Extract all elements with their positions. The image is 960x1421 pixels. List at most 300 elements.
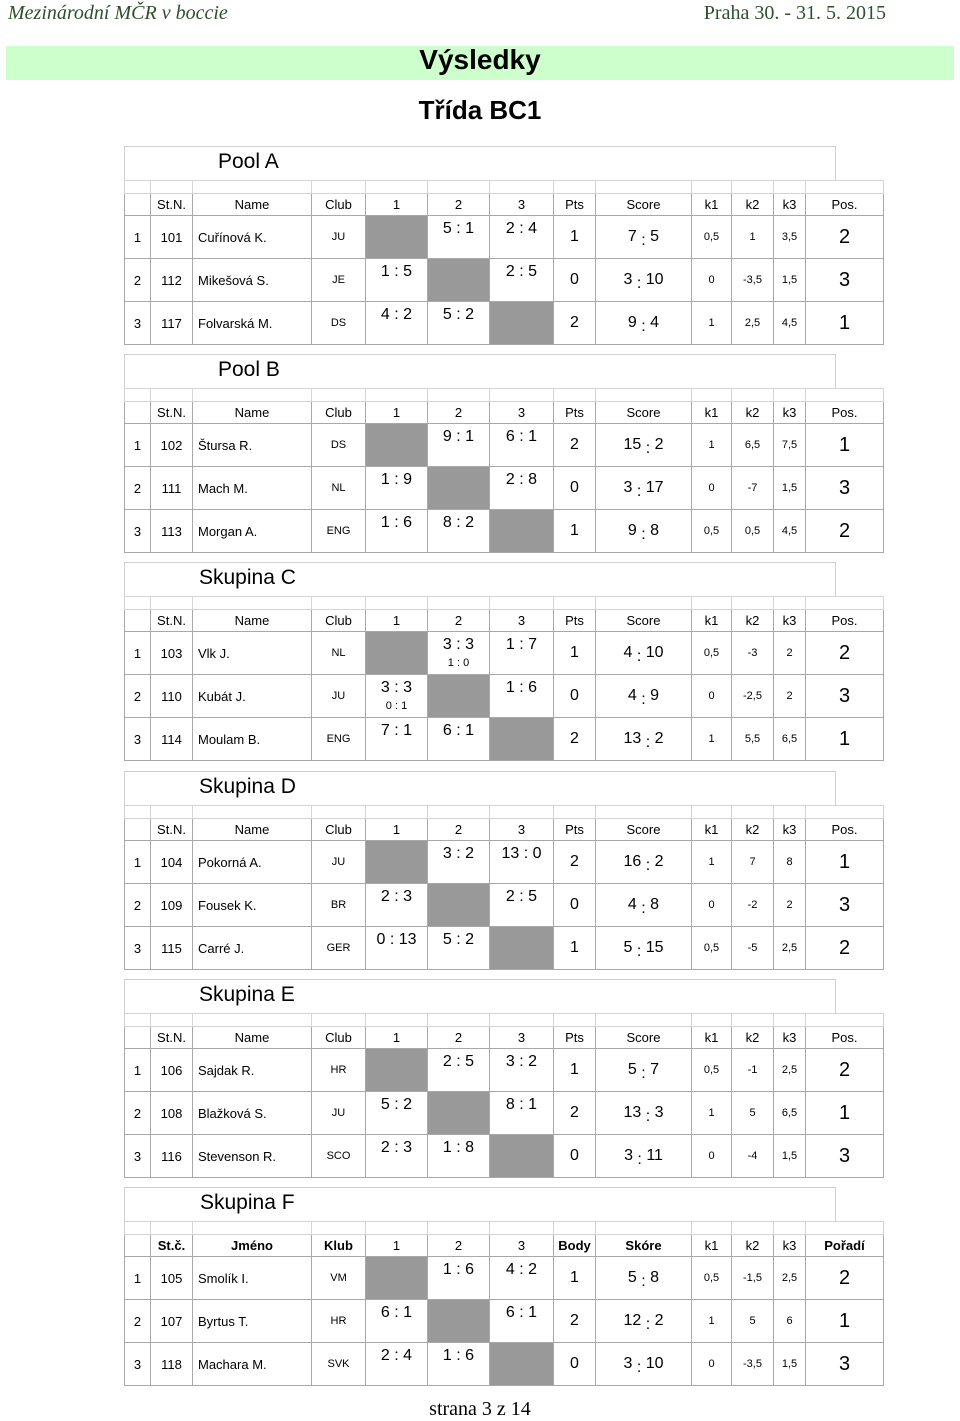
column-header: Name: [193, 402, 312, 424]
match-score-against: 3: [465, 636, 475, 653]
match-score-for: 2: [505, 888, 515, 905]
start-number: 115: [151, 927, 193, 970]
match-score-for: 2: [505, 263, 515, 280]
score-colon: :: [641, 1108, 655, 1125]
column-header: 3: [490, 1027, 554, 1049]
score-separator: :: [389, 514, 404, 531]
k2-value: -3,5: [732, 1343, 774, 1386]
column-header: Pts: [554, 819, 596, 841]
match-score: [490, 216, 554, 259]
score-separator: :: [451, 1053, 466, 1070]
column-header: k3: [774, 819, 806, 841]
total-score: [596, 424, 692, 467]
score-separator: :: [451, 428, 466, 445]
club-code: JU: [312, 841, 366, 884]
row-number: 1: [125, 424, 151, 467]
pool-title: Pool A: [218, 150, 279, 173]
start-number: 103: [151, 632, 193, 675]
points: 0: [554, 1343, 596, 1386]
match-score-for: 3: [442, 636, 452, 653]
pool-title: Skupina F: [200, 1191, 295, 1214]
start-number: 106: [151, 1049, 193, 1092]
self-match-cell: [428, 1092, 490, 1135]
score-separator: :: [514, 1096, 529, 1113]
start-number: 117: [151, 302, 193, 345]
column-header: 1: [366, 402, 428, 424]
club-code: HR: [312, 1300, 366, 1343]
player-name: Smolík I.: [193, 1257, 312, 1300]
score-separator: :: [514, 1304, 529, 1321]
match-score-against: 1: [403, 722, 413, 739]
match-score-against: 8: [465, 1139, 475, 1156]
match-score-against: 1: [528, 1096, 538, 1113]
player-name: Carré J.: [193, 927, 312, 970]
match-score-for: 7: [380, 722, 390, 739]
score-for: 9: [627, 314, 637, 331]
results-table: [124, 805, 884, 970]
column-header: Pts: [554, 610, 596, 632]
total-score: [596, 1343, 692, 1386]
row-number: 1: [125, 1257, 151, 1300]
k2-value: -2: [732, 884, 774, 927]
row-number: 3: [125, 927, 151, 970]
score-separator: :: [514, 888, 529, 905]
score-separator: :: [389, 1304, 404, 1321]
k1-value: 1: [692, 718, 732, 761]
tiebreak-separator: :: [391, 700, 402, 712]
match-score: [428, 302, 490, 345]
final-position: 1: [806, 841, 884, 884]
score-colon: :: [632, 943, 646, 960]
start-number: 102: [151, 424, 193, 467]
start-number: 118: [151, 1343, 193, 1386]
results-table: [124, 1013, 884, 1178]
score-against: 11: [646, 1147, 663, 1164]
score-separator: :: [389, 471, 404, 488]
column-header: k1: [692, 1235, 732, 1257]
column-header: k3: [774, 1027, 806, 1049]
k3-value: 2: [774, 884, 806, 927]
total-score: [596, 259, 692, 302]
row-number: 3: [125, 302, 151, 345]
results-table: [124, 1221, 884, 1386]
score-for: 3: [623, 479, 633, 496]
score-colon: :: [641, 1316, 655, 1333]
score-separator: :: [389, 1139, 404, 1156]
match-score-for: 4: [380, 306, 390, 323]
column-header: k1: [692, 194, 732, 216]
club-code: SVK: [312, 1343, 366, 1386]
club-code: DS: [312, 424, 366, 467]
total-score: [596, 216, 692, 259]
total-score: [596, 675, 692, 718]
player-name: Štursa R.: [193, 424, 312, 467]
column-header: Name: [193, 194, 312, 216]
k1-value: 0: [692, 884, 732, 927]
score-colon: :: [636, 318, 651, 335]
score-against: 7: [650, 1061, 660, 1078]
row-number: 2: [125, 467, 151, 510]
points: 0: [554, 675, 596, 718]
k3-value: 6: [774, 1300, 806, 1343]
final-position: 1: [806, 1092, 884, 1135]
match-score-for: 1: [380, 263, 390, 280]
score-for: 13: [623, 1104, 642, 1121]
self-match-cell: [428, 259, 490, 302]
final-position: 3: [806, 1135, 884, 1178]
final-position: 3: [806, 1343, 884, 1386]
player-name: Moulam B.: [193, 718, 312, 761]
column-header: Pos.: [806, 610, 884, 632]
player-name: Mikešová S.: [193, 259, 312, 302]
start-number: 112: [151, 259, 193, 302]
self-match-cell: [490, 1135, 554, 1178]
match-score-against: 7: [528, 636, 538, 653]
match-score: [490, 1092, 554, 1135]
row-number: 3: [125, 1135, 151, 1178]
match-score-against: 2: [528, 1261, 538, 1278]
match-score-for: 1: [442, 1261, 452, 1278]
tiebreak-for: 1: [447, 657, 454, 669]
start-number: 104: [151, 841, 193, 884]
self-match-cell: [428, 884, 490, 927]
final-position: 2: [806, 1049, 884, 1092]
points: 2: [554, 424, 596, 467]
points: 2: [554, 1300, 596, 1343]
match-score-against: 1: [465, 220, 475, 237]
table-row: [125, 302, 884, 345]
match-score-for: 2: [505, 471, 515, 488]
table-row: [125, 510, 884, 553]
column-header: Name: [193, 819, 312, 841]
match-score: [428, 424, 490, 467]
match-score-against: 2: [465, 931, 475, 948]
club-code: NL: [312, 467, 366, 510]
match-score: [366, 884, 428, 927]
column-header: Name: [193, 1027, 312, 1049]
final-position: 2: [806, 632, 884, 675]
column-header: Pos.: [806, 194, 884, 216]
match-score: [490, 424, 554, 467]
points: 1: [554, 510, 596, 553]
column-header: 2: [428, 194, 490, 216]
k3-value: 2: [774, 675, 806, 718]
k3-value: 1,5: [774, 467, 806, 510]
k2-value: 5,5: [732, 718, 774, 761]
match-score-against: 1: [528, 428, 538, 445]
score-separator: :: [451, 1139, 466, 1156]
row-number: 1: [125, 1049, 151, 1092]
row-number: 1: [125, 841, 151, 884]
score-colon: :: [636, 691, 651, 708]
self-match-cell: [428, 675, 490, 718]
column-header: Skóre: [596, 1235, 692, 1257]
match-score-against: 5: [528, 263, 538, 280]
total-score: [596, 841, 692, 884]
score-for: 4: [627, 896, 637, 913]
match-score-against: 2: [403, 306, 413, 323]
points: 1: [554, 216, 596, 259]
k3-value: 2,5: [774, 1049, 806, 1092]
match-score-against: 5: [528, 888, 538, 905]
k1-value: 0: [692, 675, 732, 718]
row-number: 1: [125, 216, 151, 259]
column-header: k2: [732, 1235, 774, 1257]
match-score-for: 2: [380, 888, 390, 905]
match-score: [428, 632, 490, 675]
score-separator: :: [389, 1096, 404, 1113]
club-code: JU: [312, 1092, 366, 1135]
k1-value: 1: [692, 1300, 732, 1343]
score-separator: :: [451, 220, 466, 237]
page-footer: strana 3 z 14: [429, 1398, 531, 1420]
table-row: [125, 467, 884, 510]
tiebreak-score: [366, 700, 427, 712]
score-colon: :: [641, 734, 655, 751]
match-score: [366, 510, 428, 553]
score-for: 15: [623, 436, 642, 453]
score-separator: :: [451, 722, 466, 739]
match-score-for: 6: [380, 1304, 390, 1321]
score-against: 8: [650, 1269, 660, 1286]
score-against: 2: [654, 853, 664, 870]
score-separator: :: [451, 1261, 466, 1278]
match-score-for: 3: [442, 845, 452, 862]
score-separator: :: [389, 888, 404, 905]
column-header: St.N.: [151, 610, 193, 632]
score-separator: :: [519, 845, 533, 862]
match-score-for: 5: [442, 220, 452, 237]
match-score: [490, 1257, 554, 1300]
score-for: 5: [623, 939, 633, 956]
column-header: k1: [692, 819, 732, 841]
results-table: [124, 388, 884, 553]
score-colon: :: [636, 232, 651, 249]
column-header: k3: [774, 1235, 806, 1257]
match-score-against: 1: [528, 1304, 538, 1321]
column-header: Score: [596, 194, 692, 216]
k2-value: 1: [732, 216, 774, 259]
k1-value: 0,5: [692, 510, 732, 553]
score-against: 8: [650, 522, 660, 539]
self-match-cell: [490, 510, 554, 553]
score-against: 8: [650, 896, 660, 913]
start-number: 109: [151, 884, 193, 927]
match-score: [366, 1092, 428, 1135]
points: 0: [554, 467, 596, 510]
tiebreak-against: 1: [401, 700, 408, 712]
match-score-for: 2: [380, 1347, 390, 1364]
total-score: [596, 718, 692, 761]
pool-title-box: [124, 771, 836, 806]
pool-title-box: [124, 1187, 836, 1222]
total-score: [596, 1257, 692, 1300]
match-score-for: 9: [442, 428, 452, 445]
k3-value: 2,5: [774, 927, 806, 970]
tiebreak-separator: :: [453, 657, 464, 669]
event-date: Praha 30. - 31. 5. 2015: [703, 2, 886, 24]
match-score: [428, 1135, 490, 1178]
column-header: k2: [732, 610, 774, 632]
k1-value: 1: [692, 302, 732, 345]
start-number: 110: [151, 675, 193, 718]
k3-value: 3,5: [774, 216, 806, 259]
match-score-for: 6: [442, 722, 452, 739]
column-header: 3: [490, 819, 554, 841]
match-score: [366, 467, 428, 510]
match-score-for: 5: [442, 931, 452, 948]
match-score-against: 5: [465, 1053, 475, 1070]
score-separator: :: [514, 471, 529, 488]
club-code: HR: [312, 1049, 366, 1092]
score-separator: :: [451, 931, 466, 948]
score-for: 4: [627, 687, 637, 704]
pool-title: Pool B: [218, 358, 280, 381]
match-score-for: 1: [442, 1347, 452, 1364]
match-score-against: 6: [528, 679, 538, 696]
club-code: ENG: [312, 510, 366, 553]
club-code: SCO: [312, 1135, 366, 1178]
pool-title: Skupina D: [199, 775, 296, 798]
score-against: 15: [645, 939, 664, 956]
self-match-cell: [366, 632, 428, 675]
column-header: k2: [732, 402, 774, 424]
player-name: Kubát J.: [193, 675, 312, 718]
final-position: 1: [806, 424, 884, 467]
score-separator: :: [514, 428, 529, 445]
total-score: [596, 467, 692, 510]
match-score-against: 0: [532, 845, 542, 862]
score-separator: :: [389, 722, 404, 739]
score-against: 10: [645, 644, 664, 661]
column-header: 1: [366, 1235, 428, 1257]
match-score: [428, 1257, 490, 1300]
table-row: [125, 884, 884, 927]
column-header: k2: [732, 1027, 774, 1049]
table-row: [125, 1300, 884, 1343]
row-number: 3: [125, 1343, 151, 1386]
score-separator: :: [514, 636, 529, 653]
score-separator: :: [389, 1347, 404, 1364]
k1-value: 0,5: [692, 216, 732, 259]
k1-value: 0: [692, 1135, 732, 1178]
player-name: Vlk J.: [193, 632, 312, 675]
points: 1: [554, 927, 596, 970]
match-score-against: 8: [528, 471, 538, 488]
k3-value: 7,5: [774, 424, 806, 467]
column-header: St.č.: [151, 1235, 193, 1257]
player-name: Pokorná A.: [193, 841, 312, 884]
match-score-for: 3: [505, 1053, 515, 1070]
column-header: k1: [692, 1027, 732, 1049]
points: 2: [554, 302, 596, 345]
self-match-cell: [428, 1300, 490, 1343]
score-against: 2: [654, 436, 664, 453]
column-header: 2: [428, 819, 490, 841]
player-name: Blažková S.: [193, 1092, 312, 1135]
score-for: 4: [623, 644, 633, 661]
match-score: [490, 884, 554, 927]
match-score-for: 1: [505, 679, 515, 696]
match-score-for: 1: [505, 636, 515, 653]
column-header: Pts: [554, 1027, 596, 1049]
column-header: 2: [428, 1235, 490, 1257]
table-row: [125, 1092, 884, 1135]
column-header: 1: [366, 610, 428, 632]
column-header: 3: [490, 1235, 554, 1257]
points: 1: [554, 632, 596, 675]
player-name: Stevenson R.: [193, 1135, 312, 1178]
row-number: 2: [125, 1092, 151, 1135]
match-score-against: 3: [403, 888, 413, 905]
score-separator: :: [451, 514, 466, 531]
start-number: 114: [151, 718, 193, 761]
player-name: Morgan A.: [193, 510, 312, 553]
score-colon: :: [641, 440, 655, 457]
score-for: 3: [624, 1147, 633, 1164]
final-position: 1: [806, 1300, 884, 1343]
score-against: 17: [645, 479, 664, 496]
score-separator: :: [451, 306, 466, 323]
score-colon: :: [632, 1151, 647, 1168]
match-score: [490, 632, 554, 675]
page-title: Výsledky: [419, 44, 541, 75]
points: 2: [554, 841, 596, 884]
match-score: [490, 1300, 554, 1343]
match-score-against: 2: [465, 845, 475, 862]
score-for: 5: [627, 1269, 637, 1286]
score-colon: :: [632, 1359, 646, 1376]
match-score-for: 6: [505, 428, 515, 445]
column-header: Club: [312, 194, 366, 216]
column-header: Pos.: [806, 1027, 884, 1049]
row-number: 2: [125, 259, 151, 302]
match-score-against: 3: [403, 1139, 413, 1156]
score-separator: :: [389, 263, 404, 280]
k2-value: 7: [732, 841, 774, 884]
final-position: 3: [806, 675, 884, 718]
match-score: [428, 1049, 490, 1092]
match-score-against: 1: [465, 722, 475, 739]
pool-title: Skupina C: [199, 566, 296, 589]
k1-value: 1: [692, 1092, 732, 1135]
k3-value: 2,5: [774, 1257, 806, 1300]
column-header: Score: [596, 819, 692, 841]
player-name: Mach M.: [193, 467, 312, 510]
score-against: 3: [654, 1104, 664, 1121]
score-for: 9: [627, 522, 637, 539]
match-score-for: 8: [442, 514, 452, 531]
column-header: Body: [554, 1235, 596, 1257]
total-score: [596, 510, 692, 553]
player-name: Sajdak R.: [193, 1049, 312, 1092]
self-match-cell: [366, 216, 428, 259]
start-number: 101: [151, 216, 193, 259]
club-code: VM: [312, 1257, 366, 1300]
start-number: 107: [151, 1300, 193, 1343]
total-score: [596, 884, 692, 927]
match-score: [366, 675, 428, 718]
self-match-cell: [490, 1343, 554, 1386]
score-against: 4: [650, 314, 660, 331]
column-header: Score: [596, 610, 692, 632]
match-score: [490, 467, 554, 510]
results-table: [124, 596, 884, 761]
match-score: [366, 718, 428, 761]
table-row: [125, 841, 884, 884]
k3-value: 1,5: [774, 1343, 806, 1386]
total-score: [596, 927, 692, 970]
